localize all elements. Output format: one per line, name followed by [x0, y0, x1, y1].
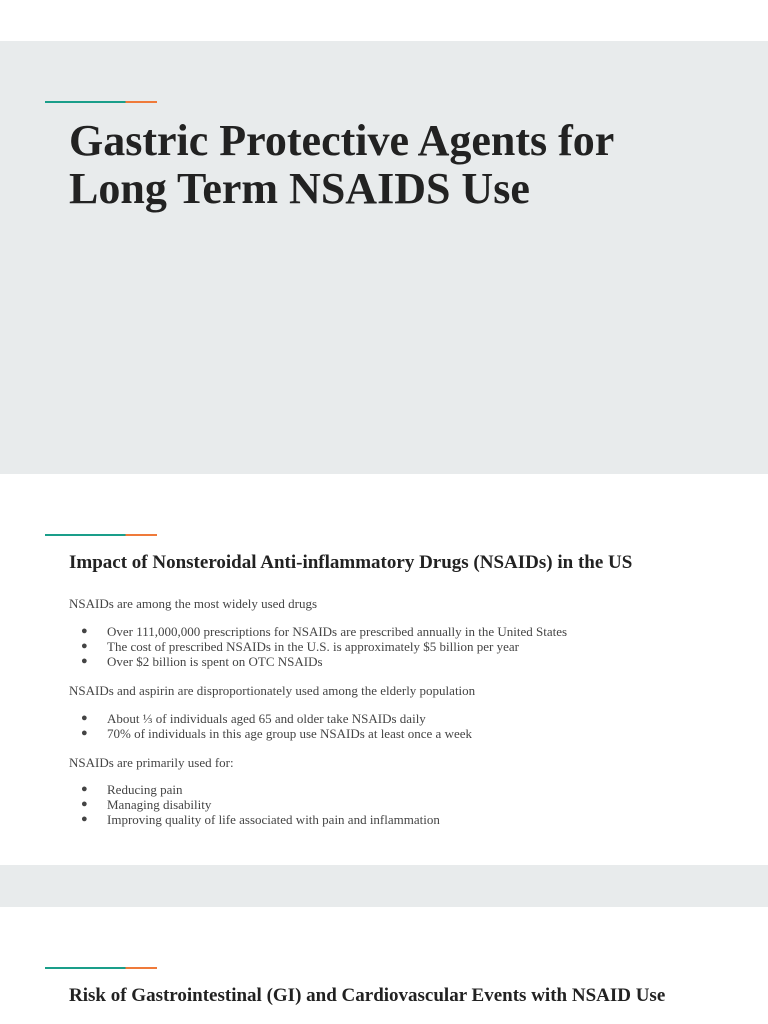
- accent-line: [45, 101, 157, 103]
- paragraph-elderly: NSAIDs and aspirin are disproportionately used among the elderly population: [69, 683, 476, 698]
- list-item: ● Over $2 billion is spent on OTC NSAIDs: [81, 654, 323, 669]
- slide-heading: Impact of Nonsteroidal Anti-inflammatory Drugs (NSAIDs) in the US: [69, 552, 633, 573]
- bullet-icon: ●: [81, 727, 88, 739]
- list-item: ● About ⅓ of individuals aged 65 and older take NSAIDs daily: [81, 711, 426, 726]
- bullet-list-usage: [69, 624, 567, 669]
- bullet-icon: ●: [81, 798, 88, 810]
- list-item: ● Over 111,000,000 prescriptions for NSAIDs are prescribed annually in the United States: [81, 624, 568, 639]
- bullet-icon: ●: [81, 640, 88, 652]
- impact-slide: [0, 474, 768, 865]
- title-line-1: Gastric Protective Agents for: [69, 116, 615, 165]
- bullet-list-elderly: [69, 711, 472, 741]
- bullet-list-primary-use: [69, 782, 440, 827]
- bullet-icon: ●: [81, 625, 88, 637]
- list-item: ● The cost of prescribed NSAIDs in the U.S. is approximately $5 billion per year: [81, 639, 519, 654]
- title-line-2: Long Term NSAIDS Use: [69, 164, 530, 213]
- bullet-icon: ●: [81, 783, 88, 795]
- paragraph-primary-use: NSAIDs are primarily used for:: [69, 755, 234, 770]
- paragraph-widely-used: NSAIDs are among the most widely used drugs: [69, 596, 318, 611]
- presentation-title: [69, 117, 709, 213]
- bullet-icon: ●: [81, 712, 88, 724]
- accent-line: [45, 534, 157, 536]
- list-item: ● Reducing pain: [81, 782, 183, 797]
- page-gap-top: [0, 0, 768, 41]
- title-slide: [0, 41, 768, 474]
- risk-slide: [0, 907, 768, 1024]
- list-item: ● Managing disability: [81, 797, 212, 812]
- accent-line: [45, 967, 157, 969]
- list-item: ● 70% of individuals in this age group use NSAIDs at least once a week: [81, 726, 473, 741]
- list-item: ● Improving quality of life associated with pain and inflammation: [81, 812, 440, 827]
- slide-heading: Risk of Gastrointestinal (GI) and Cardiovascular Events with NSAID Use: [69, 985, 666, 1006]
- bullet-icon: ●: [81, 813, 88, 825]
- bullet-icon: ●: [81, 655, 88, 667]
